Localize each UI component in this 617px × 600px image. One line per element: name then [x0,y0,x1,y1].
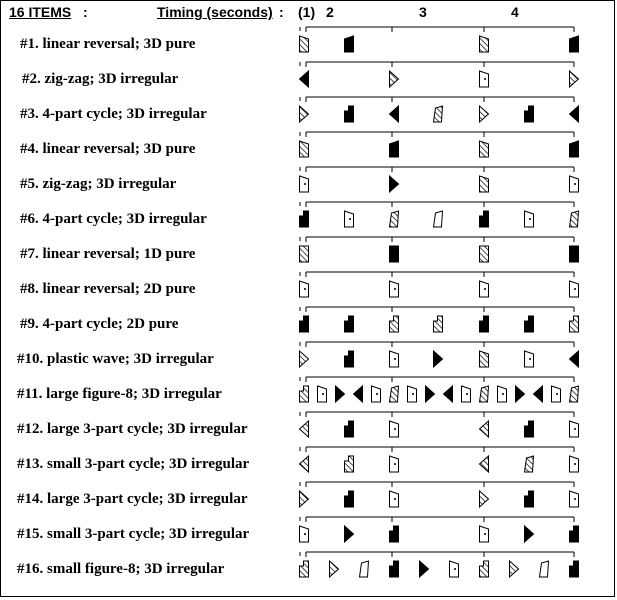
figure-glyph-open-dot [300,281,309,297]
figure-glyph-solid-notch [480,316,489,332]
figure-glyph-open-dot [570,421,579,437]
figure-glyph-open-dot [480,281,489,297]
figure-glyph-tri-right-solid [516,386,525,402]
figure-glyph-open-dot [498,386,507,402]
figure-glyph-open-dot [480,71,489,87]
figure-glyph-hatch-tri-right [480,491,489,507]
figure-glyph-open-dot [300,176,309,192]
row-label: #5. zig-zag; 3D irregular [20,176,177,192]
row-label: #8. linear reversal; 2D pure [20,281,196,297]
figure-glyph-hatch-tri-right [390,71,399,87]
figure-glyph-open-dot [525,351,534,367]
figure-glyph-solid-notch [525,106,534,122]
figure-glyph-tri-right-solid [434,351,443,367]
figure-glyph-tri-right-solid [525,526,534,542]
row-label: #15. small 3-part cycle; 3D irregular [17,526,250,542]
row-label: #16. small figure-8; 3D irregular [17,561,225,577]
figure-glyph-open-dot [480,526,489,542]
figure-glyph-open-dot [525,211,534,227]
row-label: #2. zig-zag; 3D irregular [22,71,179,87]
figure-glyph-solid-notch [345,316,354,332]
figure-glyph-solid-notch [345,106,354,122]
figure-glyph-solid-notch [570,526,579,542]
figure-glyph-open-slant [360,561,369,577]
figure-glyph-hatch-rect [300,246,309,262]
row-label: #4. linear reversal; 3D pure [20,141,196,157]
figure-glyph-hatch-tri-right [300,351,309,367]
figure-glyph-tri-right-solid [426,386,435,402]
figure-glyph-solid-notch [345,351,354,367]
figure-glyph-hatch-slant [390,211,399,227]
figure-glyph-solid-right [570,141,579,157]
figure-glyph-solid-notch [570,561,579,577]
figure-glyph-hatch-tri-right [480,106,489,122]
figure-glyph-solid-notch [390,526,399,542]
figure-glyph-open-dot [570,456,579,472]
figure-glyph-solid-notch [345,421,354,437]
figure-glyph-solid-right [390,141,399,157]
row-label: #3. 4-part cycle; 3D irregular [20,106,207,122]
timing-tick-4: 4 [511,4,519,20]
timing-tick-3: 3 [419,4,427,20]
figure-glyph-tri-right-solid [390,176,399,192]
figure-glyph-open-dot [570,176,579,192]
figure-glyph-solid-notch [300,316,309,332]
figure-glyph-open-dot [300,526,309,542]
row-label: #13. small 3-part cycle; 3D irregular [17,456,250,472]
figure-glyph-hatch-tri-left [300,421,309,437]
timing-colon: : [279,4,284,20]
figure-glyph-tri-right-solid [345,526,354,542]
figure-glyph-hatch-slant [390,386,399,402]
figure-glyph-open-dot [372,386,381,402]
figure-glyph-solid-right [570,36,579,52]
figure-glyph-solid-notch [480,211,489,227]
figure-glyph-solid-notch [525,491,534,507]
figure-glyph-hatch-slant [480,386,489,402]
items-colon: : [83,4,88,20]
row-label: #9. 4-part cycle; 2D pure [20,316,179,332]
figure-glyph-solid-notch [300,211,309,227]
row-label: #12. large 3-part cycle; 3D irregular [17,421,248,437]
figure-glyph-solid-rect [390,246,399,262]
figure-glyph-open-dot [552,386,561,402]
figure-glyph-hatch-tri-left [480,456,489,472]
figure-glyph-hatch-slant [434,106,443,122]
figure-glyph-open-dot [408,386,417,402]
figure-glyph-hatch-notch [434,316,443,332]
figure-glyph-open-slant [434,211,443,227]
figure-glyph-hatch-left [480,141,489,157]
figure-glyph-open-dot [570,491,579,507]
figure-glyph-hatch-notch [570,316,579,332]
figure-glyph-hatch-left [300,141,309,157]
figure-glyph-hatch-notch [300,386,309,402]
figure-glyph-open-dot [390,281,399,297]
row-label: #14. large 3-part cycle; 3D irregular [17,491,248,507]
figure-glyph-open-dot [318,386,327,402]
figure-glyph-hatch-notch [480,561,489,577]
figure-glyph-hatch-notch [345,456,354,472]
figure-glyph-hatch-slant [570,386,579,402]
figure-glyph-tri-left-solid [534,386,543,402]
figure-glyph-solid-notch [345,491,354,507]
figure-glyph-open-dot [462,386,471,402]
figure-glyph-solid-rect [570,246,579,262]
figure-glyph-tri-left-solid [570,351,579,367]
figure-glyph-open-dot [390,456,399,472]
row-label: #6. 4-part cycle; 3D irregular [20,211,207,227]
figure-glyph-tri-left-solid [354,386,363,402]
figure-glyph-hatch-tri-right [510,561,519,577]
row-label: #7. linear reversal; 1D pure [20,246,196,262]
figure-glyph-open-slant [540,561,549,577]
figure-glyph-hatch-rect [480,246,489,262]
timing-tick-1: (1) [298,4,316,20]
figure-glyph-tri-left-solid [300,71,309,87]
timing-heading: Timing (seconds) [157,4,273,20]
figure-glyph-hatch-tri-right [300,106,309,122]
figure-glyph-hatch-left [300,36,309,52]
figure-glyph-open-dot [345,211,354,227]
row-label: #1. linear reversal; 3D pure [20,36,196,52]
figure-glyph-hatch-tri-left [480,421,489,437]
figure-glyph-hatch-slant [570,211,579,227]
figure-glyph-hatch-left [480,176,489,192]
row-label: #11. large figure-8; 3D irregular [17,386,222,402]
figure-glyph-hatch-left [480,36,489,52]
figure-glyph-hatch-tri-left [300,456,309,472]
figure-glyph-tri-left-solid [570,106,579,122]
figure-glyph-hatch-left [480,351,489,367]
figure-glyph-hatch-tri-right [300,491,309,507]
figure-glyph-hatch-notch [390,316,399,332]
figure-glyph-tri-left-solid [444,386,453,402]
figure-glyph-tri-left-solid [390,106,399,122]
figure-glyph-solid-notch [525,316,534,332]
figure-glyph-tri-right-solid [420,561,429,577]
figure-glyph-hatch-notch [300,561,309,577]
figure-glyph-open-dot [390,421,399,437]
items-count-heading: 16 ITEMS [9,4,72,20]
figure-glyph-solid-notch [525,421,534,437]
figure-glyph-hatch-slant [525,456,534,472]
figure-glyph-open-dot [450,561,459,577]
figure-glyph-tri-right-solid [336,386,345,402]
timing-tick-2: 2 [326,4,334,20]
figure-glyph-hatch-tri-right [570,71,579,87]
figure-glyph-solid-notch [390,561,399,577]
row-label: #10. plastic wave; 3D irregular [17,351,214,367]
figure-glyph-open-dot [390,491,399,507]
figure-glyph-open-dot [390,351,399,367]
figure-glyph-solid-right [345,36,354,52]
figure-glyph-hatch-tri-right [330,561,339,577]
figure-glyph-open-dot [570,281,579,297]
